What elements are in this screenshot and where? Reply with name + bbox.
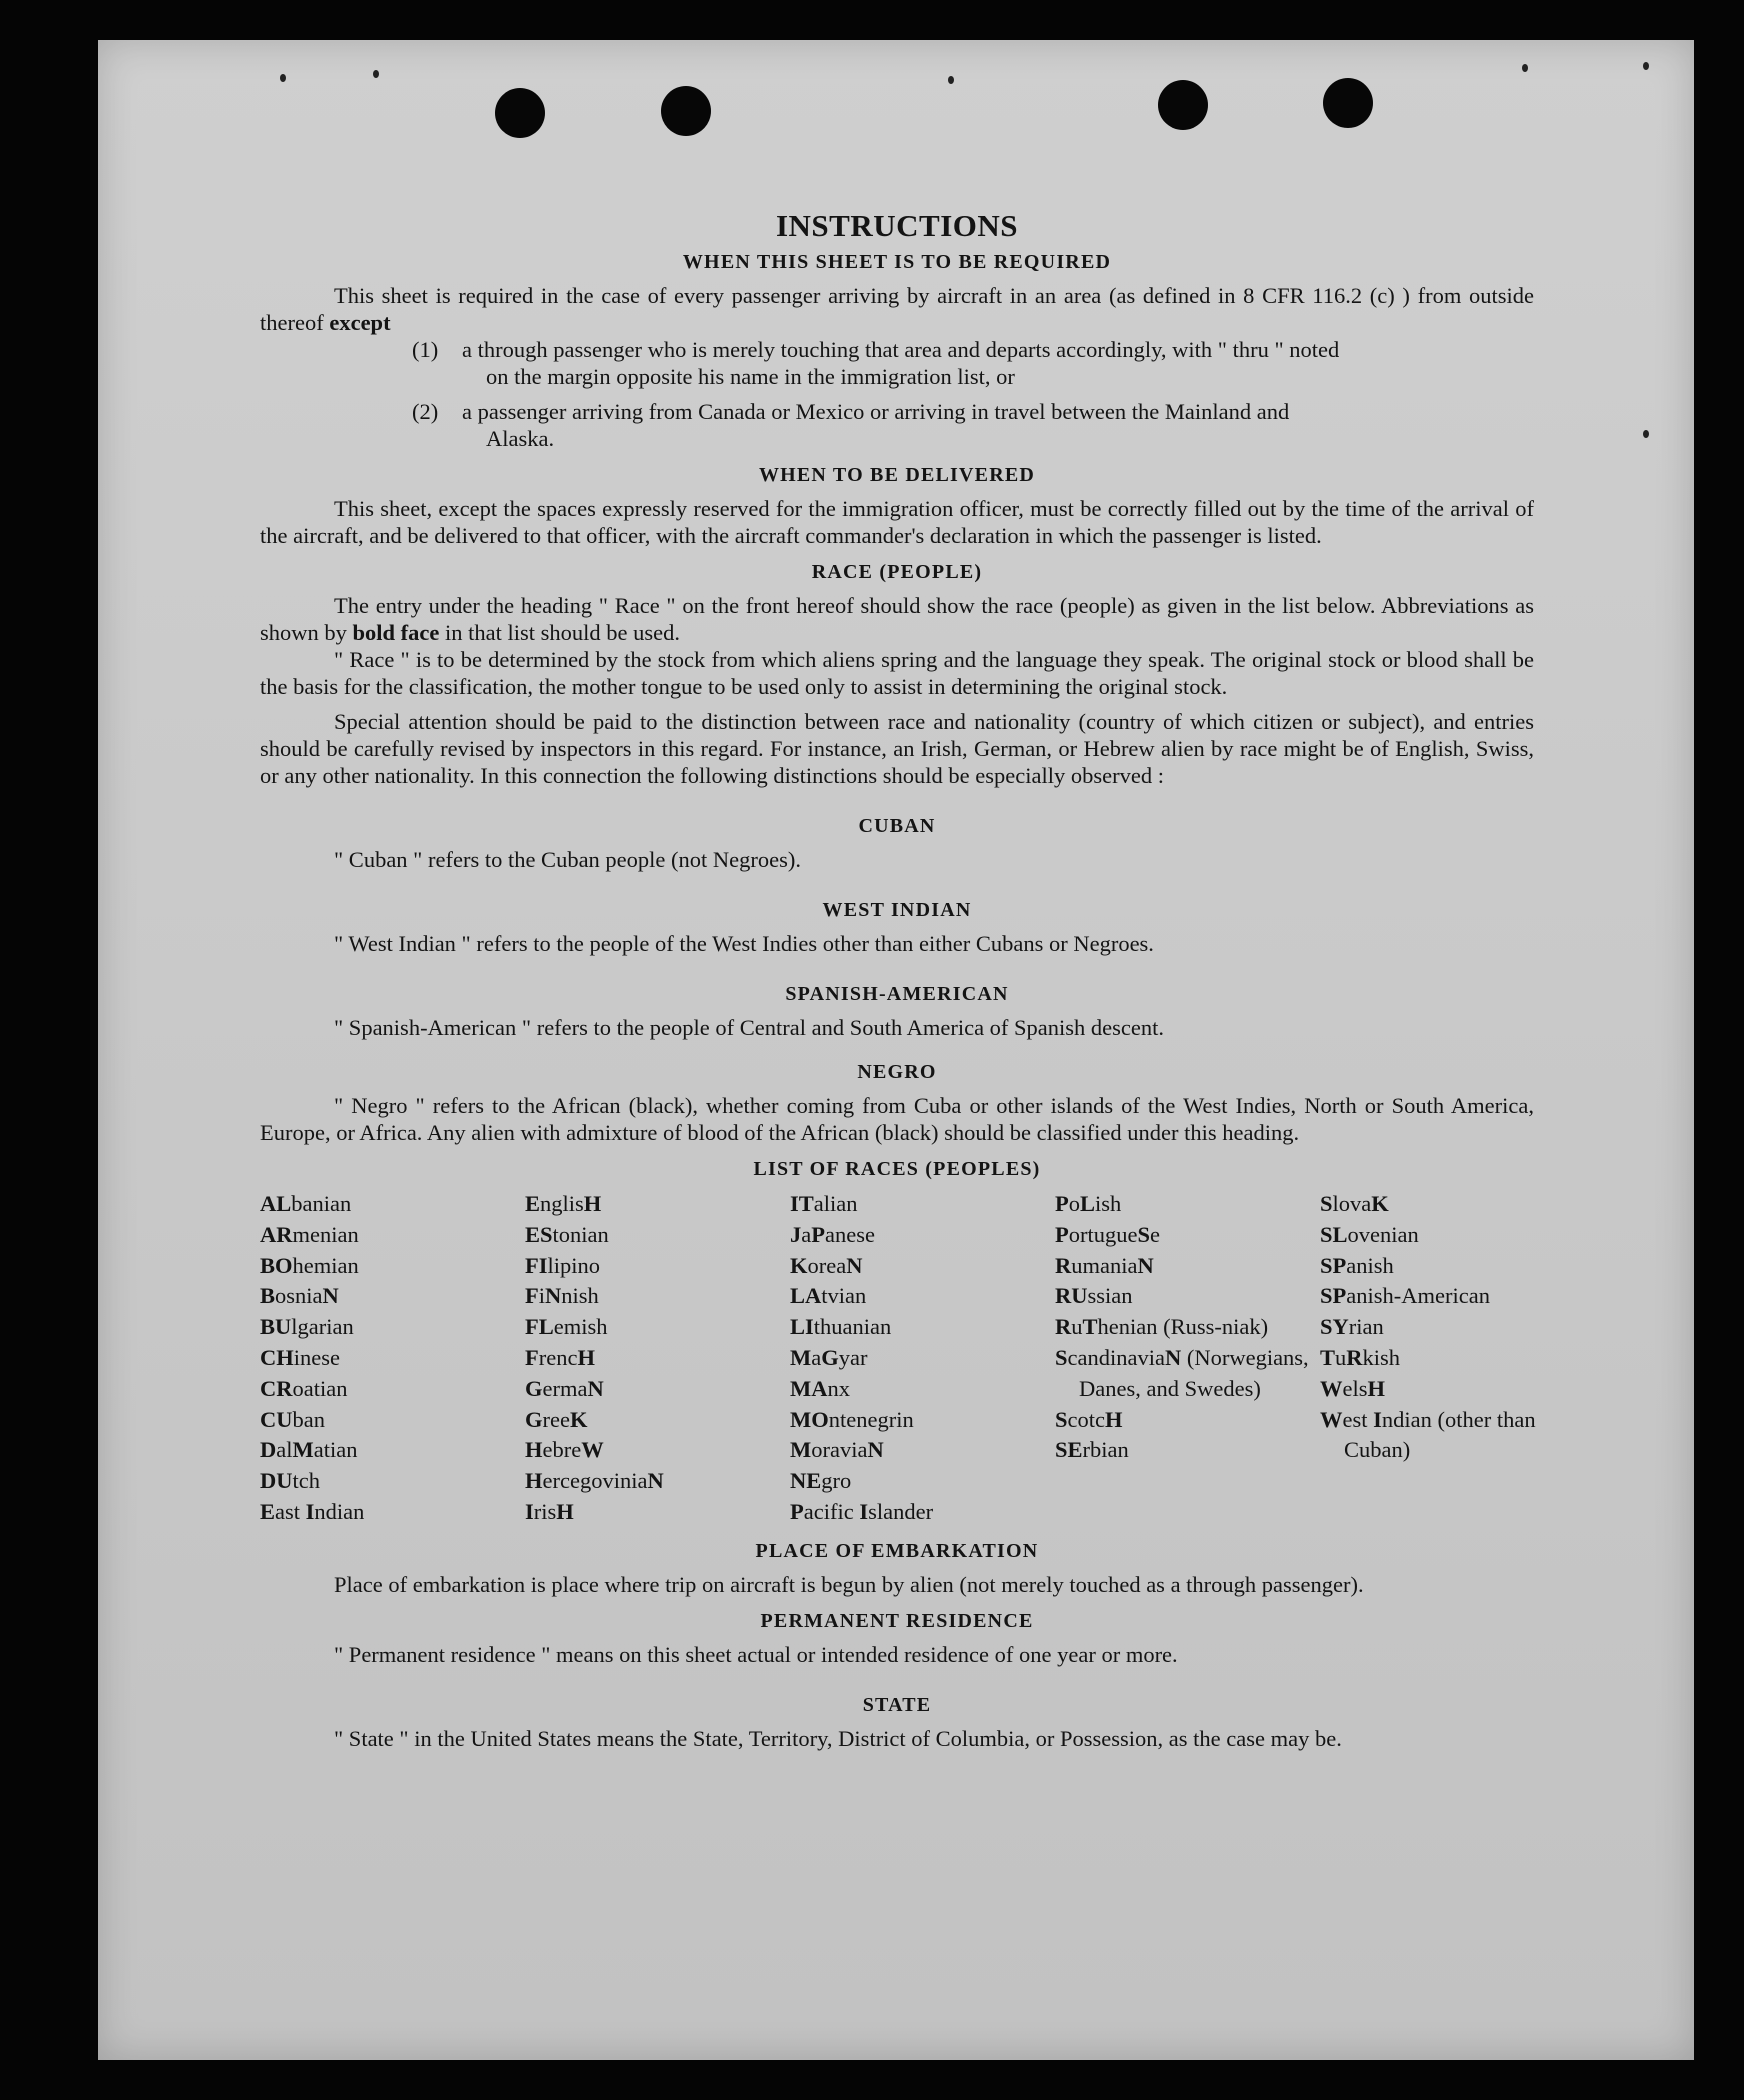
section-heading-races-list: LIST OF RACES (PEOPLES) [753, 1158, 1041, 1180]
races-column [790, 1189, 1055, 1528]
race-entry: DUtch [260, 1468, 320, 1494]
section-heading-spanish-american: SPANISH-AMERICAN [785, 983, 1009, 1005]
exception-item-1: (1) a through passenger who is merely touching that area and departs accordingly, with " thru " noted on the margin opposite his name in the immigration list, or [412, 337, 1340, 389]
race-entry: ScandinaviaN (Norwegians, Danes, and Swedes) [1055, 1344, 1309, 1401]
race-entry: ScotcH [1055, 1406, 1123, 1432]
section-heading-residence: PERMANENT RESIDENCE [760, 1609, 1034, 1632]
race-entry: RuThenian (Russ-niak) [1055, 1314, 1269, 1340]
speck [1643, 430, 1649, 438]
race-entry: KoreaN [790, 1252, 863, 1278]
section-heading-delivered: WHEN TO BE DELIVERED [758, 464, 1036, 486]
race-entry: DalMatian [260, 1437, 358, 1463]
residence-text: " Permanent residence " means on this sheet actual or intended residence of one year or more. [334, 1641, 1178, 1667]
races-column [1055, 1189, 1320, 1528]
race-entry: SPanish-American [1320, 1283, 1490, 1309]
section-heading-negro: NEGRO [857, 1061, 937, 1083]
race-entry: ALbanian [260, 1191, 352, 1216]
race-entry: MOntenegrin [790, 1406, 914, 1432]
races-column [525, 1189, 790, 1528]
negro-text: " Negro " refers to the African (black), whether coming from Cuba or other islands of the West Indies, North or South America, Europe, or Africa. Any alien with admixture of blood of the African (black) should be classified under this heading. [260, 1093, 1534, 1145]
race-entry: BUlgarian [260, 1314, 354, 1340]
race-entry: TuRkish [1320, 1344, 1401, 1370]
page-title: INSTRUCTIONS [775, 208, 1018, 243]
race-entry: CHinese [260, 1344, 340, 1370]
section-heading-cuban: CUBAN [858, 815, 936, 837]
punch-hole [1158, 80, 1208, 130]
race-entry: CUban [260, 1406, 325, 1432]
section-heading-west-indian: WEST INDIAN [822, 899, 972, 921]
spanish-american-text: " Spanish-American " refers to the people of Central and South America of Spanish descent. [334, 1015, 1165, 1040]
race-entry: SlovaK [1320, 1191, 1389, 1216]
race-entry: HebreW [525, 1437, 604, 1463]
section-heading-state: STATE [862, 1693, 932, 1716]
race-entry: FiNnish [525, 1283, 599, 1309]
race-entry: Pacific Islander [790, 1498, 934, 1524]
race-entry: RUssian [1055, 1283, 1133, 1309]
speck [948, 76, 954, 84]
race-entry: BosniaN [260, 1283, 339, 1309]
embarkation-text: Place of embarkation is place where trip on aircraft is begun by alien (not merely touched as a through passenger). [334, 1571, 1364, 1597]
race-entry: PoLish [1055, 1191, 1122, 1216]
speck [1522, 64, 1528, 72]
west-indian-text: " West Indian " refers to the people of the West Indies other than either Cubans or Negroes. [334, 931, 1154, 956]
race-entry: SPanish [1320, 1252, 1394, 1278]
race-entry: PortugueSe [1055, 1221, 1160, 1247]
punch-hole [1323, 78, 1373, 128]
race-entry: East Indian [260, 1498, 365, 1524]
speck [373, 70, 379, 78]
race-paragraph-1: The entry under the heading " Race " on the front hereof should show the race (people) as given in the list below. Abbreviations as shown by bold face in that list should be used. [260, 593, 1534, 645]
race-entry: HercegoviniaN [525, 1468, 664, 1494]
race-entry: GermaN [525, 1375, 604, 1401]
race-entry: IrisH [525, 1498, 574, 1524]
race-entry: SErbian [1055, 1437, 1129, 1463]
race-entry: ITalian [790, 1191, 858, 1216]
race-entry: West Indian (other than Cuban) [1320, 1406, 1536, 1463]
race-entry: EStonian [525, 1221, 609, 1247]
race-entry: RumaniaN [1055, 1252, 1154, 1278]
race-entry: LIthuanian [790, 1314, 892, 1340]
section-heading-embarkation: PLACE OF EMBARKATION [755, 1539, 1039, 1562]
race-entry: NEgro [790, 1468, 852, 1494]
race-entry: FLemish [525, 1314, 608, 1340]
race-entry: ARmenian [260, 1221, 359, 1247]
section-heading-race: RACE (PEOPLE) [811, 561, 983, 583]
race-entry: FrencH [525, 1344, 595, 1370]
race-entry: LAtvian [790, 1283, 867, 1309]
delivered-text: This sheet, except the spaces expressly reserved for the immigration officer, must be correctly filled out by the time of the arrival of the aircraft, and be delivered to that officer, with the aircraft commander's declaration in which the passenger is listed. [260, 496, 1534, 548]
race-entry: BOhemian [260, 1252, 359, 1278]
document-sheet [98, 40, 1694, 2060]
punch-hole [661, 86, 711, 136]
required-intro: This sheet is required in the case of every passenger arriving by aircraft in an area (as defined in 8 CFR 116.2 (c) ) from outside thereof except [260, 283, 1534, 335]
race-entry: WelsH [1320, 1375, 1386, 1401]
exception-item-2: (2) a passenger arriving from Canada or Mexico or arriving in travel between the Mainland and Alaska. [412, 399, 1290, 451]
punch-hole [495, 88, 545, 138]
races-list [260, 1189, 1534, 1528]
races-column [1320, 1189, 1540, 1528]
instructions-text [260, 168, 1534, 1752]
race-paragraph-2: " Race " is to be determined by the stock from which aliens spring and the language they speak. The original stock or blood shall be the basis for the classification, the mother tongue to be used only to assist in determining the original stock. [260, 647, 1534, 699]
race-entry: MoraviaN [790, 1437, 884, 1463]
race-entry: EnglisH [525, 1191, 602, 1216]
race-entry: SYrian [1320, 1314, 1384, 1340]
state-text: " State " in the United States means the State, Territory, District of Columbia, or Possession, as the case may be. [334, 1725, 1342, 1751]
section-heading-required: WHEN THIS SHEET IS TO BE REQUIRED [682, 251, 1112, 273]
race-entry: CRoatian [260, 1375, 348, 1401]
race-entry: MaGyar [790, 1344, 868, 1370]
race-paragraph-3: Special attention should be paid to the distinction between race and nationality (country of which citizen or subject), and entries should be carefully revised by inspectors in this regard. For instance, an Irish, German, or Hebrew alien by race might be of English, Swiss, or any other nationality. In this connection the following distinctions should be especially observed : [260, 709, 1534, 788]
race-entry: FIlipino [525, 1252, 601, 1278]
race-entry: GreeK [525, 1406, 588, 1432]
race-entry: JaPanese [790, 1221, 875, 1247]
cuban-text: " Cuban " refers to the Cuban people (not Negroes). [334, 847, 801, 872]
races-column [260, 1189, 525, 1528]
speck [280, 74, 286, 82]
race-entry: SLovenian [1320, 1221, 1419, 1247]
speck [1643, 62, 1649, 70]
race-entry: MAnx [790, 1375, 850, 1401]
